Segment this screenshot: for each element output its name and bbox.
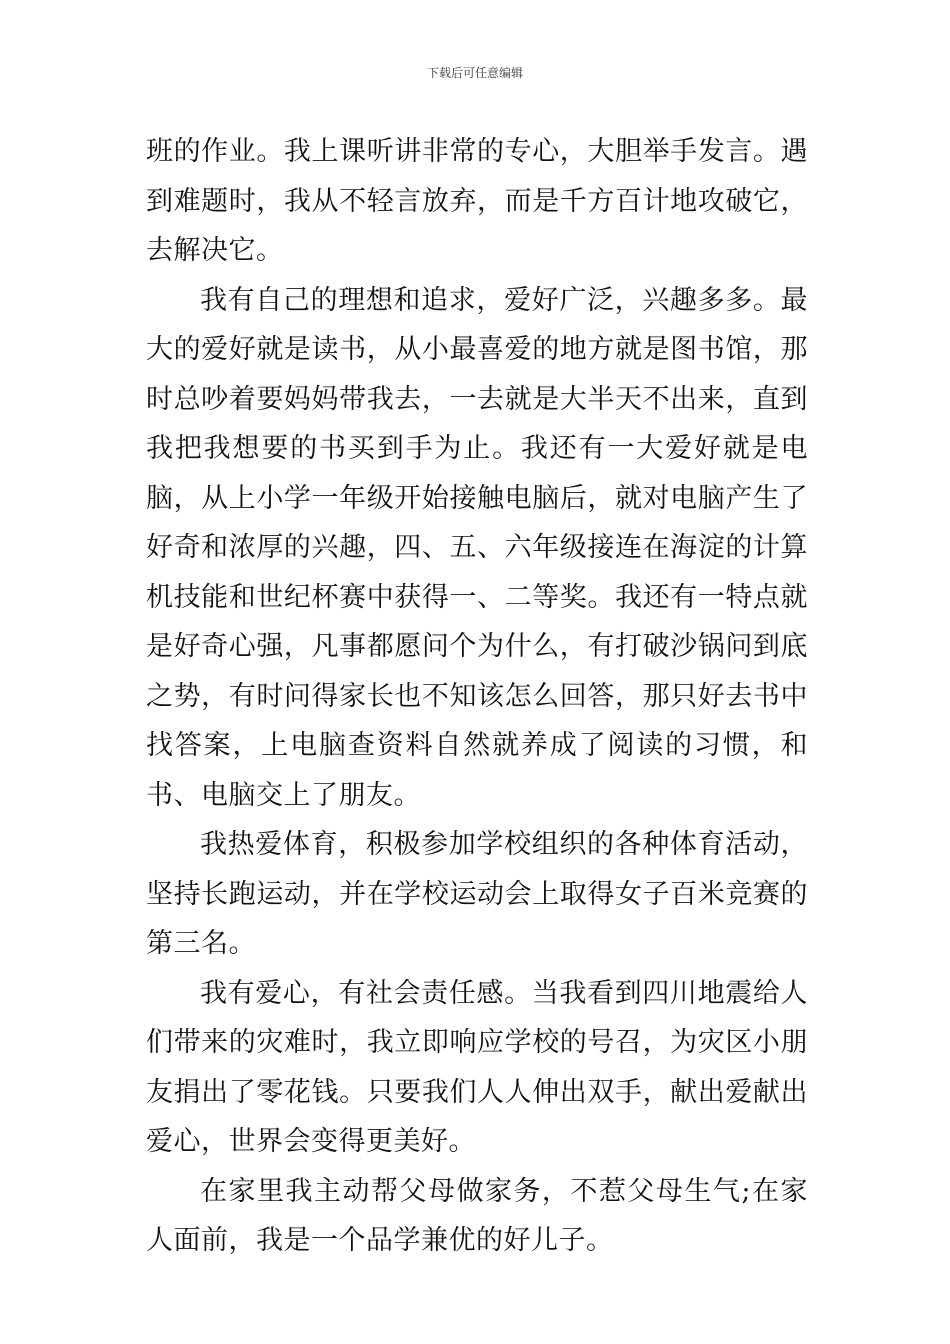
- paragraph-5: 在家里我主动帮父母做家务，不惹父母生气;在家人面前，我是一个品学兼优的好儿子。: [146, 1175, 808, 1256]
- page-header-note: 下载后可任意编辑: [426, 66, 523, 80]
- paragraph-1: 班的作业。我上课听讲非常的专心，大胆举手发言。遇到难题时，我从不轻言放弃，而是千方百计地攻破它，去解决它。: [146, 136, 808, 266]
- paragraph-3: 我热爱体育，积极参加学校组织的各种体育活动，坚持长跑运动，并在学校运动会上取得女子百米竞赛的第三名。: [146, 829, 808, 959]
- document-body: [146, 127, 808, 1266]
- paragraph-2: 我有自己的理想和追求，爱好广泛，兴趣多多。最大的爱好就是读书，从小最喜爱的地方就是图书馆，那时总吵着要妈妈带我去，一去就是大半天不出来，直到我把我想要的书买到手为止。我还有一大爱好就是电脑，从上小学一年级开始接触电脑后，就对电脑产生了好奇和浓厚的兴趣，四、五、六年级接连在海淀的计算机技能和世纪杯赛中获得一、二等奖。我还有一特点就是好奇心强，凡事都愿问个为什么，有打破沙锅问到底之势，有时问得家长也不知该怎么回答，那只好去书中找答案，上电脑查资料自然就养成了阅读的习惯，和书、电脑交上了朋友。: [146, 284, 808, 811]
- paragraph-4: 我有爱心，有社会责任感。当我看到四川地震给人们带来的灾难时，我立即响应学校的号召，为灾区小朋友捐出了零花钱。只要我们人人伸出双手，献出爱献出爱心，世界会变得更美好。: [146, 977, 808, 1157]
